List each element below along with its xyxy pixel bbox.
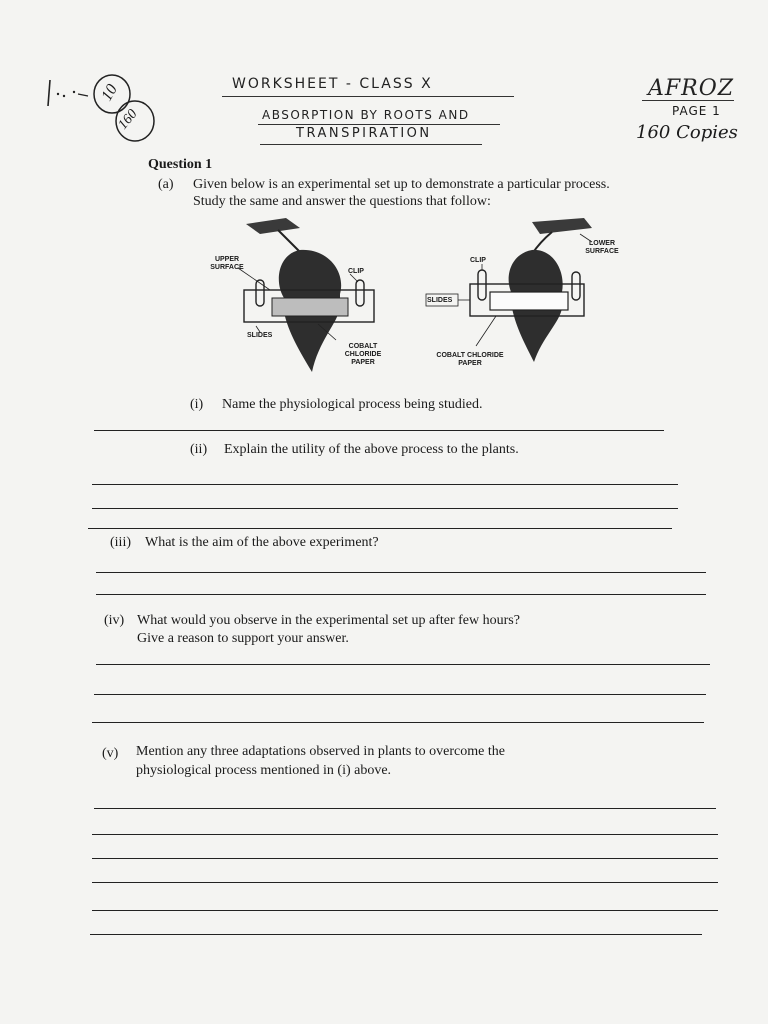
- subq-ii-text: Explain the utility of the above process to the plants.: [224, 442, 519, 457]
- answer-line[interactable]: [92, 910, 718, 911]
- subq-iii-number: (iii): [110, 535, 131, 550]
- answer-line[interactable]: [88, 528, 672, 529]
- answer-line[interactable]: [92, 484, 678, 485]
- subq-iv-text2: Give a reason to support your answer.: [137, 631, 349, 646]
- answer-line[interactable]: [96, 572, 706, 573]
- left-slides-label: SLIDES: [247, 332, 273, 339]
- question-label: Question 1: [148, 157, 213, 172]
- subq-i-text: Name the physiological process being studied.: [222, 397, 483, 412]
- subtitle-underline-1: [258, 124, 500, 125]
- circle-mark-10-text: 10: [98, 81, 121, 104]
- worksheet-subtitle-line1: ABSORPTION BY ROOTS AND: [262, 108, 470, 122]
- left-upper-surface-label: UPPER SURFACE: [210, 256, 244, 271]
- subq-v-text: Mention any three adaptations observed in plants to overcome the: [136, 744, 505, 759]
- part-a-line1: Given below is an experimental set up to demonstrate a particular process.: [193, 177, 610, 192]
- answer-line[interactable]: [94, 430, 664, 431]
- answer-line[interactable]: [94, 808, 716, 809]
- answer-line[interactable]: [94, 694, 706, 695]
- right-clip-label: CLIP: [470, 257, 486, 264]
- left-cobalt-label: COBALT CHLORIDE PAPER: [344, 343, 382, 366]
- answer-line[interactable]: [96, 664, 710, 665]
- subq-v-number: (v): [102, 746, 119, 761]
- copies-count: 160 Copies: [636, 122, 738, 143]
- page-label: PAGE 1: [672, 104, 721, 118]
- teacher-underline: [642, 100, 734, 101]
- part-a-label: (a): [158, 177, 174, 192]
- answer-line[interactable]: [90, 934, 702, 935]
- right-lower-surface-label: LOWER SURFACE: [585, 240, 619, 255]
- subq-ii-number: (ii): [190, 442, 208, 457]
- right-cobalt-label: COBALT CHLORIDE PAPER: [436, 352, 504, 367]
- worksheet-title: WORKSHEET - CLASS X: [232, 76, 433, 92]
- teacher-name: AFROZ: [648, 76, 735, 101]
- answer-line[interactable]: [96, 594, 706, 595]
- subq-v-text2: physiological process mentioned in (i) above.: [136, 763, 392, 778]
- answer-line[interactable]: [92, 834, 718, 835]
- worksheet-subtitle-line2: TRANSPIRATION: [296, 126, 432, 141]
- subtitle-underline-2: [260, 144, 482, 145]
- right-slides-label: SLIDES: [427, 297, 453, 304]
- answer-line[interactable]: [92, 858, 718, 859]
- answer-line[interactable]: [92, 722, 704, 723]
- answer-line[interactable]: [92, 508, 678, 509]
- part-a-line2: Study the same and answer the questions that follow:: [193, 194, 491, 209]
- subq-i-number: (i): [190, 397, 204, 412]
- circle-mark-160-text: 160: [115, 106, 141, 133]
- subq-iii-text: What is the aim of the above experiment?: [145, 535, 379, 550]
- subq-iv-number: (iv): [104, 613, 125, 628]
- title-underline: [222, 96, 514, 97]
- left-clip-label: CLIP: [348, 268, 364, 275]
- subq-iv-text: What would you observe in the experimental set up after few hours?: [137, 613, 520, 628]
- answer-line[interactable]: [92, 882, 718, 883]
